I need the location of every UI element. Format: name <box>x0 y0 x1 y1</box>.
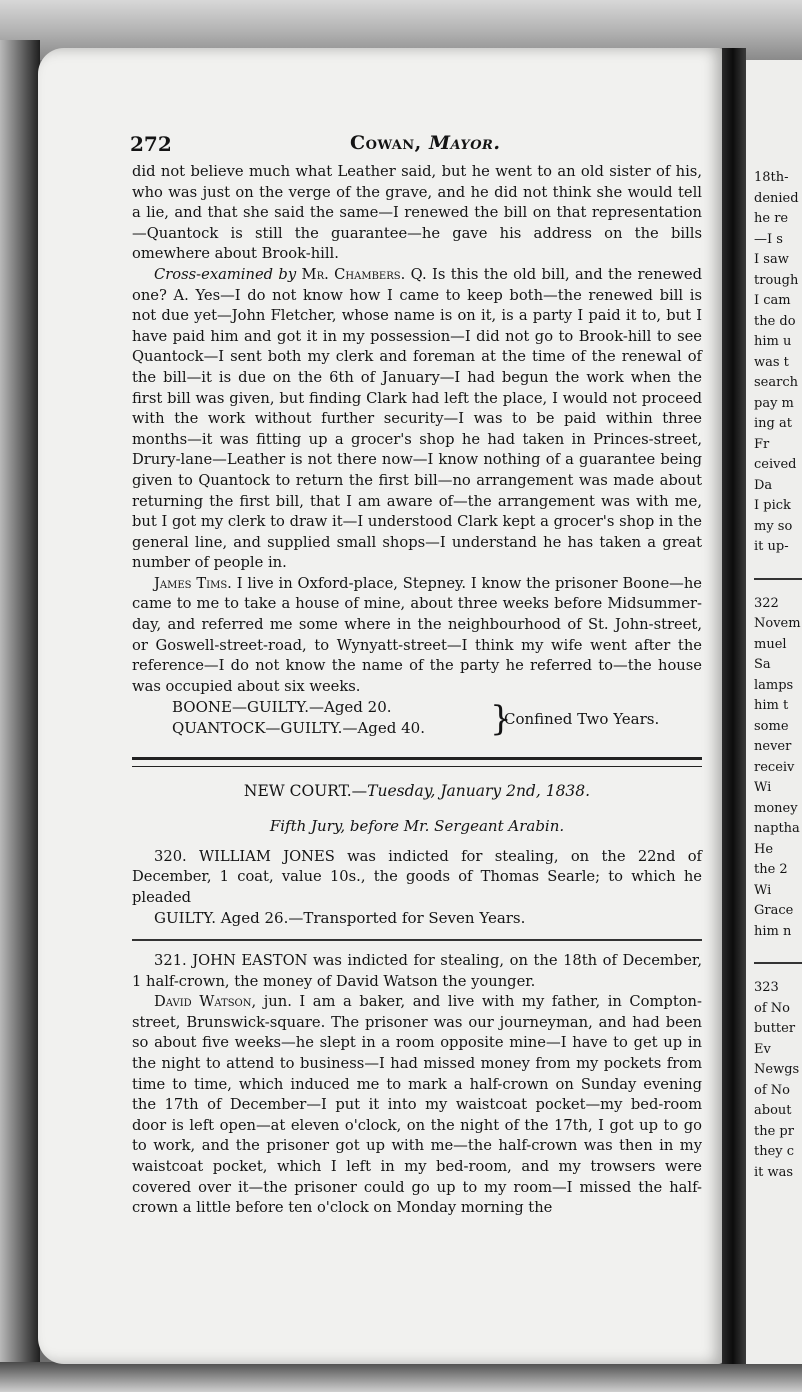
facing-line: Ev <box>754 1041 771 1057</box>
facing-line: him u <box>754 334 792 349</box>
paragraph-cross-examination <box>132 265 702 574</box>
facing-line: search <box>754 375 798 390</box>
facing-line: ceived <box>754 457 797 472</box>
examiner-name: Mr. Chambers. <box>301 265 406 283</box>
facing-line: my so <box>754 518 793 534</box>
facing-line: the do <box>754 313 796 329</box>
facing-line: money <box>754 800 798 816</box>
verdict-boone: BOONE—GUILTY.—Aged 20. <box>172 698 392 717</box>
facing-line: Wi <box>754 882 772 898</box>
court-name: NEW COURT.— <box>243 782 368 801</box>
facing-line: lamps <box>754 677 794 693</box>
facing-line: Novem <box>754 616 801 631</box>
paragraph-continuation: did not believe much what Leather said, but he went to an old sister of his, who was just on the verge of the grave, and he did not think she would tell a lie, and that she said the same—I renewed the bill on that representation—Quantock is still the guarantee—he gave his address on the bills omewhere about Brook-hill. <box>132 163 702 263</box>
book-gutter <box>722 48 746 1364</box>
court-heading <box>132 781 702 802</box>
page-number: 272 <box>130 132 172 156</box>
facing-line: some <box>754 718 789 734</box>
witness-name-tims: James Tims. <box>154 574 232 592</box>
facing-line: Sa <box>754 657 771 672</box>
facing-line: Newgs <box>754 1062 800 1077</box>
facing-line: ing at <box>754 416 792 431</box>
facing-line: it up- <box>754 539 789 554</box>
facing-line: 323 <box>754 980 779 995</box>
facing-line: butter <box>754 1021 796 1036</box>
facing-line: He <box>754 841 774 857</box>
scan-bottom-margin <box>0 1362 802 1392</box>
facing-line: the pr <box>754 1123 794 1139</box>
facing-line: Fr <box>754 436 770 452</box>
running-head <box>350 132 500 154</box>
page-body <box>132 162 702 1219</box>
facing-line: he re <box>754 211 789 226</box>
running-head-name: Cowan, <box>350 132 422 154</box>
case-321-indictment: 321. JOHN EASTON was indicted for stealing, on the 18th of December, 1 half-crown, the money of David Watson the younger. <box>132 952 702 990</box>
facing-line: I pick <box>754 498 791 513</box>
cross-examination-text: Q. Is this the old bill, and the renewed one? A. Yes—I do not know how I came to keep both—the renewed bill is not due yet—John Fletcher, whose name is on it, is a party I paid it to, but I have paid him and got it in my possession—I did not go to Brook-hill to see Quantock—I sent both my clerk and foreman at the time of the renewal of the bill—it is due on the 6th of January—I had begun the work when the first bill was given, but finding Clark had left the place, I would not proceed with the work without further security—I was to be paid within three months—it was fitting up a grocer's shop he had taken in Princes-street, Drury-lane—Leather is not there now—I know nothing of a guarantee being given to Quantock to return the first bill—no arrangement was made about returning the first bill, that I am aware of—the arrangement was with me, but I got my clerk to draw it—I understood Clark kept a grocer's shop in the general line, and supplied small shops—I understand he has taken a great number of people in. <box>132 265 703 572</box>
facing-line: the 2 <box>754 862 788 877</box>
facing-line: Grace <box>754 903 794 918</box>
cross-examined-label: Cross-examined by <box>154 265 297 283</box>
brace-glyph: } <box>490 699 512 740</box>
tims-testimony-text: I live in Oxford-place, Stepney. I know the prisoner Boone—he came to me to take a house of mine, about three weeks before Midsummer-day, and referred me some where in the neighbourhood of St. John-street, or Goswell-street-road, to Wynyatt-street—I think my wife went after the reference—I do not know the name of the party he referred to—the house was occupied about six weeks. <box>132 574 702 695</box>
facing-line: I cam <box>754 293 791 308</box>
facing-line: denied <box>754 190 799 206</box>
facing-line: Da <box>754 477 773 493</box>
facing-line: pay m <box>754 395 794 411</box>
book-left-edge <box>0 40 40 1370</box>
facing-line: they c <box>754 1144 795 1159</box>
paragraph-watson-testimony <box>132 992 702 1219</box>
facing-line: about <box>754 1103 792 1118</box>
facing-line: I saw <box>754 252 789 267</box>
case-320-verdict: GUILTY. Aged 26.—Transported for Seven Years. <box>154 909 526 928</box>
section-divider <box>132 757 702 767</box>
facing-line: receiv <box>754 759 795 775</box>
case-divider <box>132 939 702 941</box>
facing-line: him t <box>754 698 789 713</box>
facing-divider <box>754 962 802 964</box>
page-header <box>130 132 690 160</box>
facing-line: was t <box>754 354 789 370</box>
verdict-quantock: QUANTOCK—GUILTY.—Aged 40. <box>172 719 425 738</box>
facing-line: 322 <box>754 595 779 611</box>
witness-name-watson: David Watson, <box>154 993 257 1011</box>
court-date: Tuesday, January 2nd, 1838. <box>367 782 591 801</box>
facing-divider <box>754 578 802 580</box>
facing-line: of No <box>754 1000 790 1016</box>
facing-line: 18th- <box>754 170 789 185</box>
running-head-title: Mayor. <box>428 132 501 154</box>
facing-line: trough <box>754 272 799 288</box>
case-320-indictment: 320. WILLIAM JONES was indicted for stealing, on the 22nd of December, 1 coat, value 10s., the goods of Thomas Searle; to which he pleaded <box>132 847 702 906</box>
verdict-block <box>172 697 702 743</box>
jury-heading: Fifth Jury, before Mr. Sergeant Arabin. <box>269 817 565 836</box>
facing-line: never <box>754 739 792 754</box>
book-page <box>38 48 724 1364</box>
facing-line: of No <box>754 1082 790 1098</box>
facing-line: muel <box>754 636 787 652</box>
facing-line: naptha <box>754 821 800 836</box>
facing-page-fragment <box>746 60 802 1364</box>
facing-line: —I s <box>754 231 783 247</box>
watson-testimony-text: jun. I am a baker, and live with my father, in Compton-street, Brunswick-square. The prisoner was our journeyman, and had been so about five weeks—he slept in a room opposite mine—I have to get up in the night to attend to business—I had missed money from my pockets from time to time, which induced me to mark a half-crown on Sunday evening the 17th of December—I put it into my waistcoat pocket—my bed-room door is left open—at eleven o'clock, on the night of the 17th, I got up to go to work, and the prisoner got up with me—the half-crown was then in my waistcoat pocket, which I left in my bed-room, and my trowsers were covered over it—the prisoner could go up to my room—I missed the half-crown a little before ten o'clock on Monday morning the <box>132 993 702 1217</box>
facing-line: it was <box>754 1164 794 1180</box>
paragraph-tims-testimony <box>132 574 702 698</box>
facing-line: him n <box>754 923 792 939</box>
facing-line: Wi <box>754 780 772 795</box>
sentence: Confined Two Years. <box>504 710 660 729</box>
